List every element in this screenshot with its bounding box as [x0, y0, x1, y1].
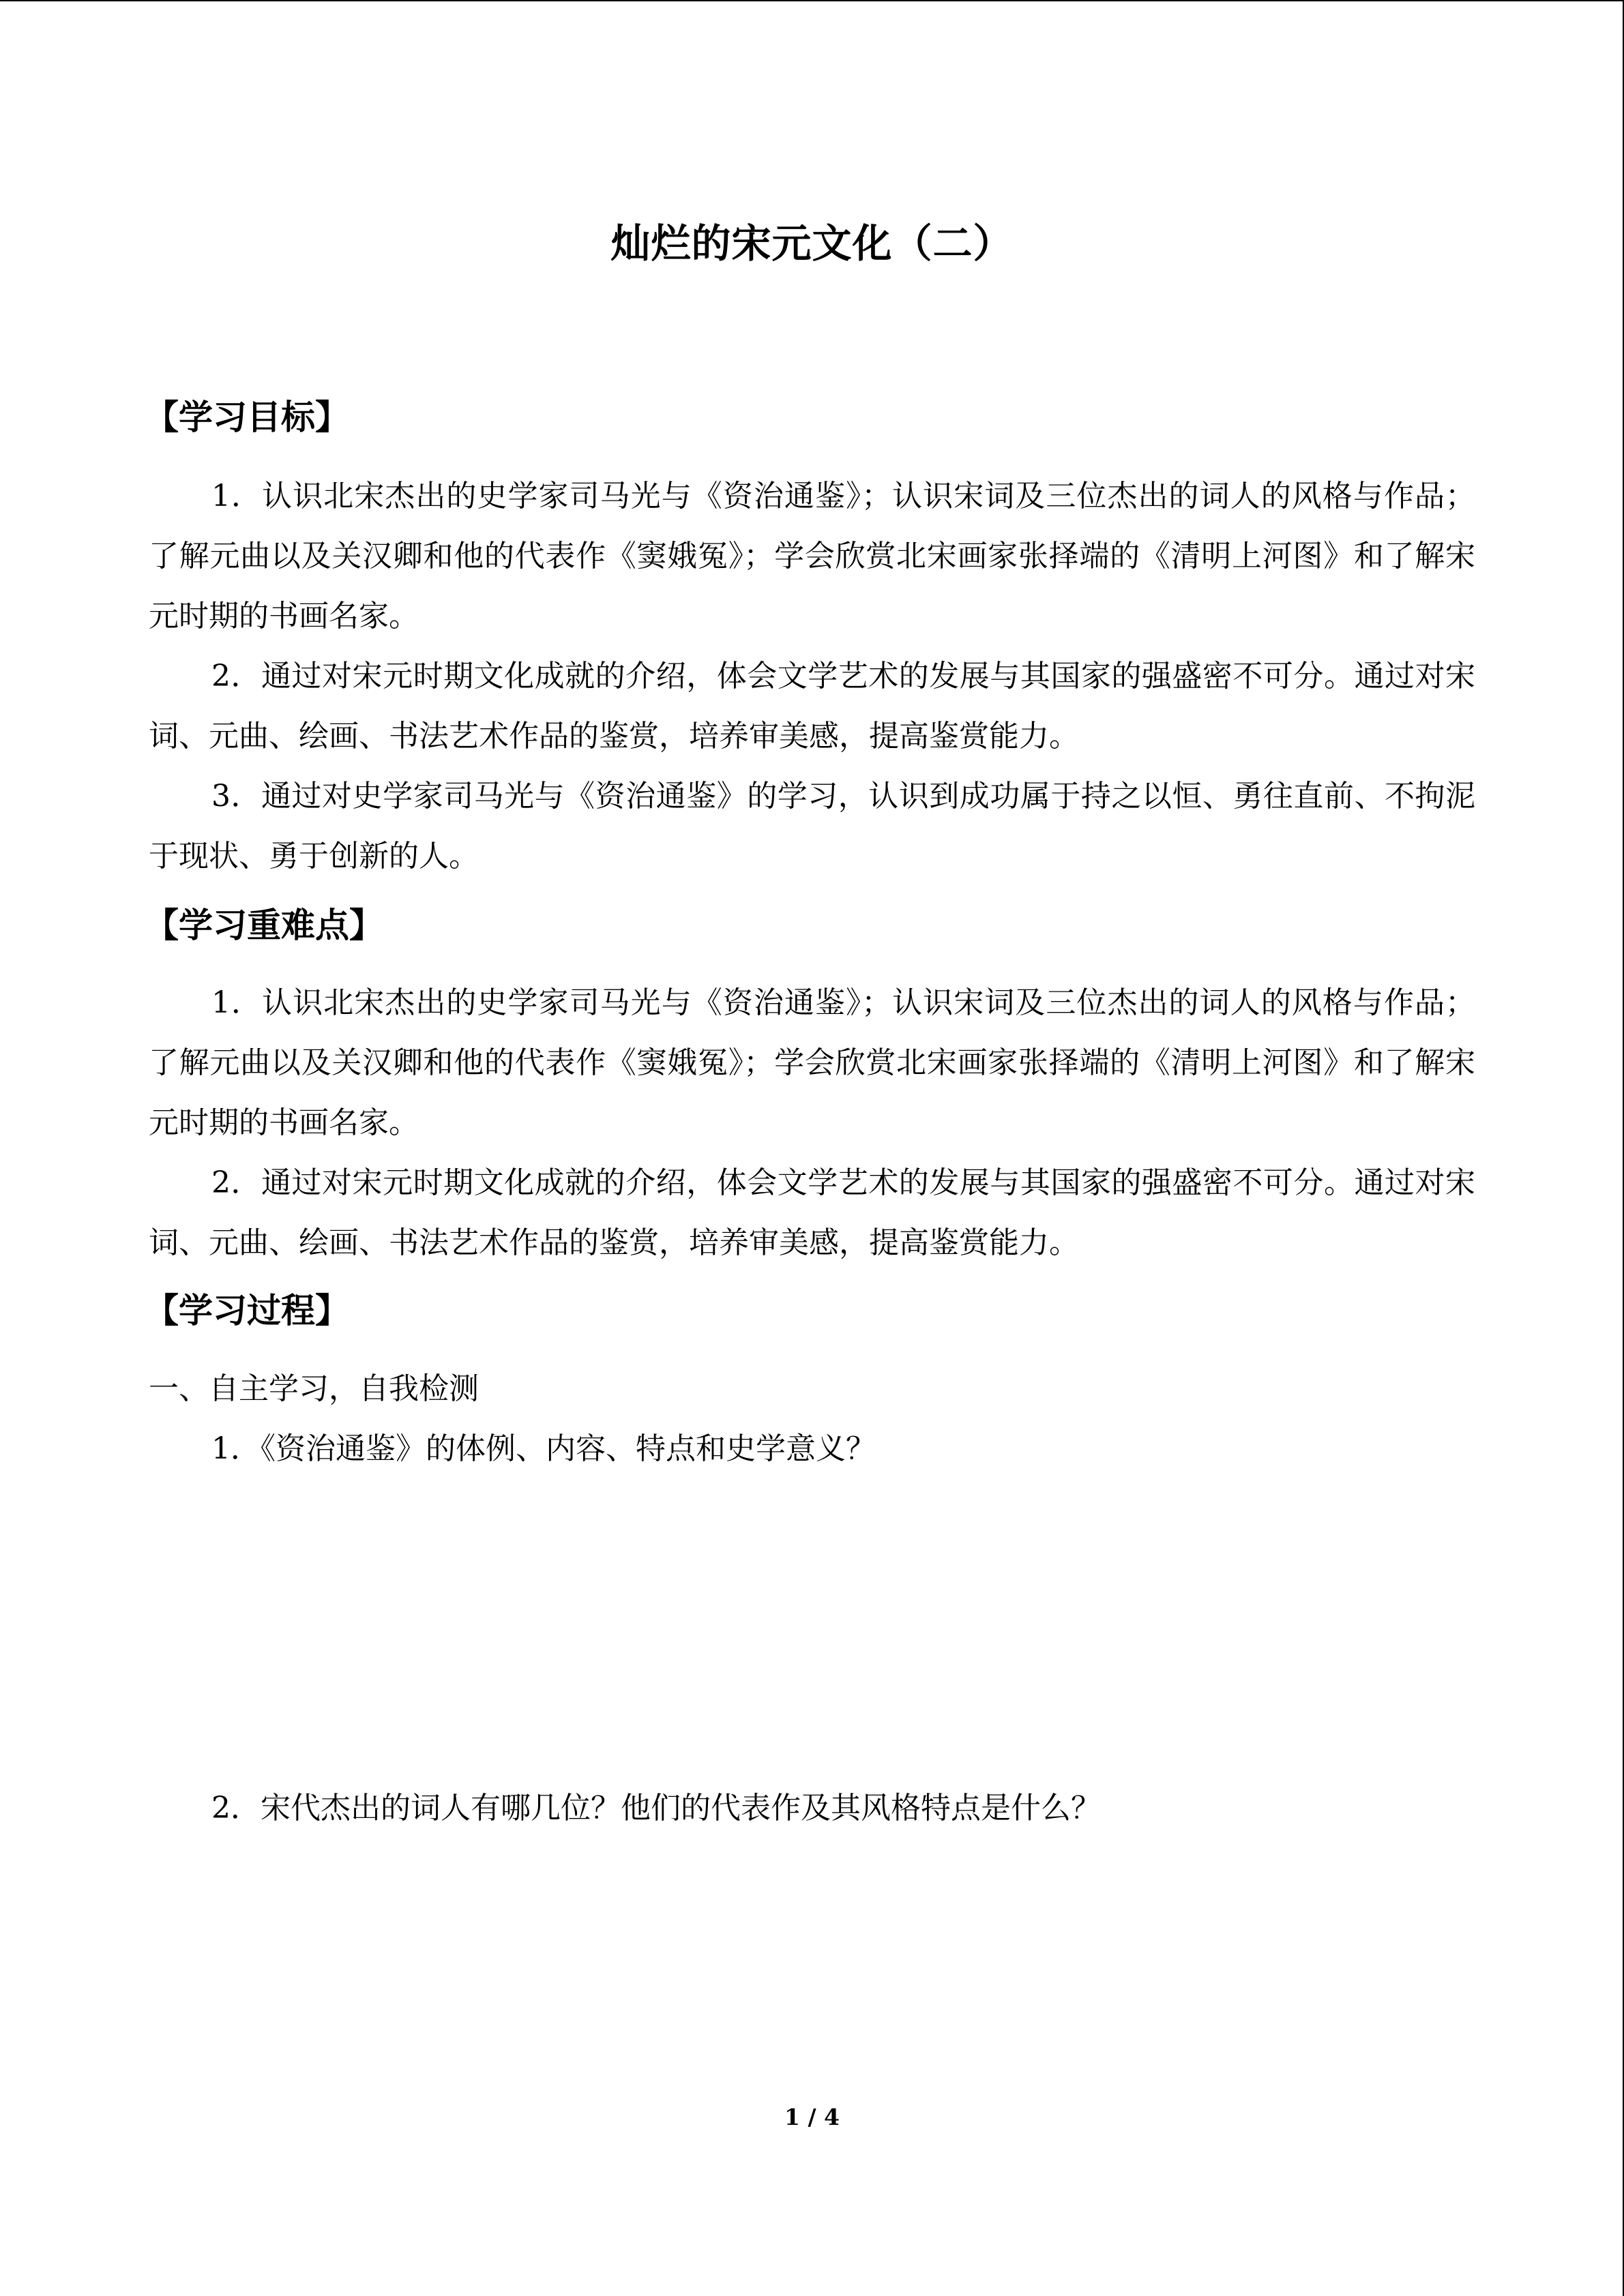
page-number: 1 / 4	[784, 2104, 840, 2130]
document-title: 灿烂的宋元文化（二）	[610, 220, 1014, 267]
key-point-item-1: 1．认识北宋杰出的史学家司马光与《资治通鉴》；认识宋词及三位杰出的词人的风格与作品；了解元曲以及关汉卿和他的代表作《窦娥冤》；学会欣赏北宋画家张择端的《清明上河图》和了解宋元时期的书画名家。	[149, 985, 1475, 1140]
objectives-heading: 【学习目标】	[145, 398, 349, 437]
question-2: 2．宋代杰出的词人有哪几位？他们的代表作及其风格特点是什么？	[211, 1791, 1101, 1825]
process-subheading: 一、自主学习，自我检测	[149, 1371, 479, 1406]
objective-item-3: 3．通过对史学家司马光与《资治通鉴》的学习，认识到成功属于持之以恒、勇往直前、不拘泥于现状、勇于创新的人。	[149, 779, 1475, 874]
key-points-heading: 【学习重难点】	[145, 906, 383, 945]
process-heading: 【学习过程】	[145, 1291, 349, 1330]
key-point-item-2: 2．通过对宋元时期文化成就的介绍，体会文学艺术的发展与其国家的强盛密不可分。通过对宋词、元曲、绘画、书法艺术作品的鉴赏，培养审美感，提高鉴赏能力。	[149, 1165, 1475, 1260]
objective-item-2: 2．通过对宋元时期文化成就的介绍，体会文学艺术的发展与其国家的强盛密不可分。通过对宋词、元曲、绘画、书法艺术作品的鉴赏，培养审美感，提高鉴赏能力。	[149, 659, 1475, 754]
objective-item-1: 1．认识北宋杰出的史学家司马光与《资治通鉴》；认识宋词及三位杰出的词人的风格与作品；了解元曲以及关汉卿和他的代表作《窦娥冤》；学会欣赏北宋画家张择端的《清明上河图》和了解宋元时期的书画名家。	[149, 479, 1475, 633]
question-1: 1．《资治通鉴》的体例、内容、特点和史学意义？	[211, 1431, 876, 1466]
